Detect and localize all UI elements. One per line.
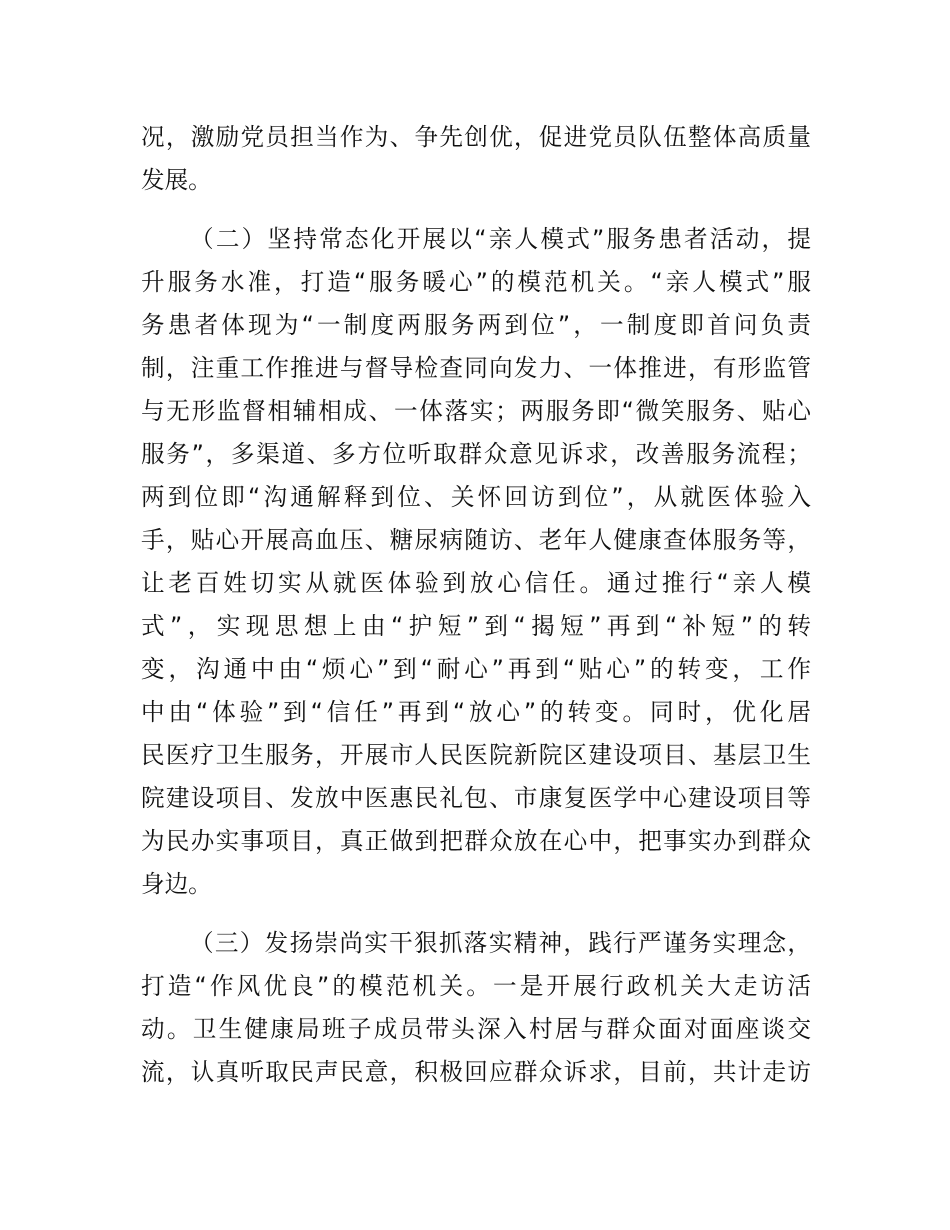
- text-line: 打造“作风优良”的模范机关。一是开展行政机关大走访活: [141, 972, 811, 1000]
- text-line: 院建设项目、发放中医惠民礼包、市康复医学中心建设项目等: [141, 784, 811, 812]
- text-line: 身边。: [141, 870, 212, 898]
- text-line: 变，沟通中由“烦心”到“耐心”再到“贴心”的转变，工作: [141, 655, 811, 683]
- text-line: （二）坚持常态化开展以“亲人模式”服务患者活动，提: [190, 225, 811, 253]
- text-line: 式”，实现思想上由“护短”到“揭短”再到“补短”的转: [141, 612, 811, 640]
- text-line: 务患者体现为“一制度两服务两到位”，一制度即首问负责: [141, 311, 811, 339]
- text-line: 中由“体验”到“信任”再到“放心”的转变。同时，优化居: [141, 698, 811, 726]
- text-line: 与无形监督相辅相成、一体落实；两服务即“微笑服务、贴心: [141, 397, 811, 425]
- text-line: 手，贴心开展高血压、糖尿病随访、老年人健康查体服务等，: [141, 526, 811, 554]
- text-line: 流，认真听取民声民意，积极回应群众诉求，目前，共计走访: [141, 1058, 811, 1086]
- text-line: 况，激励党员担当作为、争先创优，促进党员队伍整体高质量: [141, 123, 811, 151]
- text-line: 民医疗卫生服务，开展市人民医院新院区建设项目、基层卫生: [141, 741, 811, 769]
- text-line: （三）发扬崇尚实干狠抓落实精神，践行严谨务实理念，: [190, 929, 811, 957]
- text-line: 动。卫生健康局班子成员带头深入村居与群众面对面座谈交: [141, 1015, 811, 1043]
- text-line: 两到位即“沟通解释到位、关怀回访到位”，从就医体验入: [141, 483, 811, 511]
- text-line: 制，注重工作推进与督导检查同向发力、一体推进，有形监管: [141, 354, 811, 382]
- text-line: 让老百姓切实从就医体验到放心信任。通过推行“亲人模: [141, 569, 811, 597]
- text-line: 为民办实事项目，真正做到把群众放在心中，把事实办到群众: [141, 827, 811, 855]
- text-line: 发展。: [141, 166, 212, 194]
- text-line: 升服务水准，打造“服务暖心”的模范机关。“亲人模式”服: [141, 268, 811, 296]
- text-line: 服务”，多渠道、多方位听取群众意见诉求，改善服务流程；: [141, 440, 811, 468]
